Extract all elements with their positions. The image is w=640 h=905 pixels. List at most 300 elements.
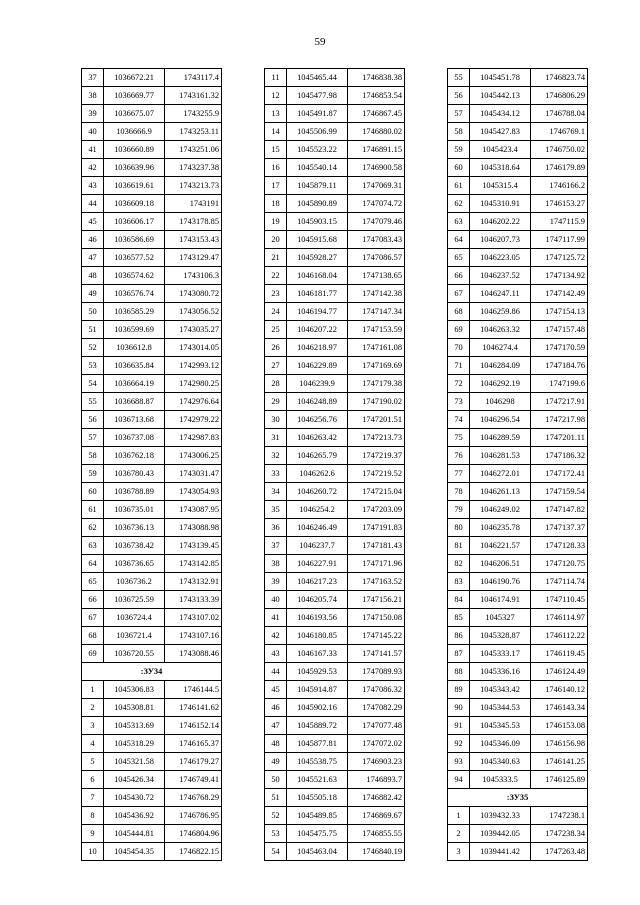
coord-y: 1747201.51 bbox=[348, 411, 405, 429]
coord-x: 1046205.74 bbox=[287, 591, 348, 609]
table-row bbox=[448, 411, 588, 429]
section-label: :ЗУ34 bbox=[82, 663, 222, 681]
coord-y: 1743106.3 bbox=[165, 267, 222, 285]
point-number: 46 bbox=[265, 699, 287, 717]
point-number: 64 bbox=[448, 231, 470, 249]
coord-y: 1747156.21 bbox=[348, 591, 405, 609]
coord-x: 1036664.19 bbox=[104, 375, 165, 393]
coord-x: 1046272.01 bbox=[470, 465, 531, 483]
table-row bbox=[82, 177, 222, 195]
coord-x: 1036619.61 bbox=[104, 177, 165, 195]
coord-x: 1045344.53 bbox=[470, 699, 531, 717]
table-row bbox=[448, 609, 588, 627]
coord-y: 1742976.64 bbox=[165, 393, 222, 411]
coord-x: 1046281.53 bbox=[470, 447, 531, 465]
coord-x: 1046193.56 bbox=[287, 609, 348, 627]
coord-x: 1045506.99 bbox=[287, 123, 348, 141]
coord-x: 1045426.34 bbox=[104, 771, 165, 789]
coord-y: 1746806.29 bbox=[531, 87, 588, 105]
point-number: 72 bbox=[448, 375, 470, 393]
table-row bbox=[265, 663, 405, 681]
table-row bbox=[265, 825, 405, 843]
point-number: 77 bbox=[448, 465, 470, 483]
table-row bbox=[82, 411, 222, 429]
coord-x: 1036606.17 bbox=[104, 213, 165, 231]
point-number: 60 bbox=[448, 159, 470, 177]
coord-y: 1747181.43 bbox=[348, 537, 405, 555]
coord-y: 1746152.14 bbox=[165, 717, 222, 735]
coord-y: 1747238.1 bbox=[531, 807, 588, 825]
point-number: 69 bbox=[448, 321, 470, 339]
coord-y: 1747069.31 bbox=[348, 177, 405, 195]
coord-y: 1747217.98 bbox=[531, 411, 588, 429]
point-number: 50 bbox=[265, 771, 287, 789]
coord-x: 1046202.22 bbox=[470, 213, 531, 231]
table-row bbox=[82, 573, 222, 591]
coord-y: 1746119.45 bbox=[531, 645, 588, 663]
coord-x: 1045442.13 bbox=[470, 87, 531, 105]
point-number: 38 bbox=[265, 555, 287, 573]
point-number: 3 bbox=[82, 717, 104, 735]
coord-x: 1046237.7 bbox=[287, 537, 348, 555]
coord-y: 1746867.45 bbox=[348, 105, 405, 123]
table-row bbox=[448, 357, 588, 375]
point-number: 39 bbox=[265, 573, 287, 591]
point-number: 1 bbox=[82, 681, 104, 699]
table-row bbox=[82, 501, 222, 519]
point-number: 83 bbox=[448, 573, 470, 591]
coord-x: 1045427.83 bbox=[470, 123, 531, 141]
point-number: 5 bbox=[82, 753, 104, 771]
table-row bbox=[448, 141, 588, 159]
table-row bbox=[448, 429, 588, 447]
coord-x: 1036736.65 bbox=[104, 555, 165, 573]
table-row bbox=[265, 285, 405, 303]
coord-y: 1747145.22 bbox=[348, 627, 405, 645]
point-number: 44 bbox=[265, 663, 287, 681]
point-number: 41 bbox=[82, 141, 104, 159]
coord-x: 1036688.87 bbox=[104, 393, 165, 411]
coord-x: 1046298 bbox=[470, 393, 531, 411]
coord-y: 1746788.04 bbox=[531, 105, 588, 123]
coord-y: 1747184.76 bbox=[531, 357, 588, 375]
point-number: 4 bbox=[82, 735, 104, 753]
table-row bbox=[82, 429, 222, 447]
table-row bbox=[82, 753, 222, 771]
coord-y: 1746156.98 bbox=[531, 735, 588, 753]
point-number: 91 bbox=[448, 717, 470, 735]
coord-y: 1743087.95 bbox=[165, 501, 222, 519]
table-row bbox=[82, 717, 222, 735]
coord-y: 1746900.58 bbox=[348, 159, 405, 177]
coord-x: 1046254.2 bbox=[287, 501, 348, 519]
point-number: 29 bbox=[265, 393, 287, 411]
coord-y: 1747163.52 bbox=[348, 573, 405, 591]
table-row bbox=[448, 555, 588, 573]
coord-y: 1746179.27 bbox=[165, 753, 222, 771]
point-number: 24 bbox=[265, 303, 287, 321]
coord-x: 1045491.87 bbox=[287, 105, 348, 123]
coord-x: 1045489.85 bbox=[287, 807, 348, 825]
coord-x: 1036736.2 bbox=[104, 573, 165, 591]
table-row bbox=[448, 105, 588, 123]
coord-y: 1743107.02 bbox=[165, 609, 222, 627]
coord-y: 1747263.48 bbox=[531, 843, 588, 861]
point-number: 76 bbox=[448, 447, 470, 465]
point-number: 52 bbox=[82, 339, 104, 357]
table-row bbox=[448, 213, 588, 231]
table-row bbox=[448, 195, 588, 213]
point-number: 8 bbox=[82, 807, 104, 825]
coord-y: 1743253.11 bbox=[165, 123, 222, 141]
coord-x: 1045313.69 bbox=[104, 717, 165, 735]
coord-y: 1743132.91 bbox=[165, 573, 222, 591]
coord-y: 1746853.54 bbox=[348, 87, 405, 105]
table-row bbox=[265, 555, 405, 573]
point-number: 60 bbox=[82, 483, 104, 501]
table-row bbox=[448, 843, 588, 861]
coord-x: 1036612.8 bbox=[104, 339, 165, 357]
coord-x: 1045336.16 bbox=[470, 663, 531, 681]
table-row bbox=[82, 825, 222, 843]
coord-x: 1046207.73 bbox=[470, 231, 531, 249]
coord-y: 1747079.46 bbox=[348, 213, 405, 231]
point-number: 87 bbox=[448, 645, 470, 663]
point-number: 85 bbox=[448, 609, 470, 627]
point-number: 33 bbox=[265, 465, 287, 483]
point-number: 66 bbox=[448, 267, 470, 285]
coord-y: 1746749.41 bbox=[165, 771, 222, 789]
table-row bbox=[82, 771, 222, 789]
coord-y: 1747086.32 bbox=[348, 681, 405, 699]
coord-x: 1045340.63 bbox=[470, 753, 531, 771]
point-number: 37 bbox=[265, 537, 287, 555]
coord-y: 1747142.38 bbox=[348, 285, 405, 303]
coord-y: 1747150.08 bbox=[348, 609, 405, 627]
coord-y: 1743107.16 bbox=[165, 627, 222, 645]
table-row bbox=[82, 789, 222, 807]
coord-x: 1036725.59 bbox=[104, 591, 165, 609]
point-number: 34 bbox=[265, 483, 287, 501]
coord-y: 1747157.48 bbox=[531, 321, 588, 339]
table-row bbox=[265, 807, 405, 825]
point-number: 12 bbox=[265, 87, 287, 105]
table-row bbox=[265, 735, 405, 753]
table-row bbox=[265, 321, 405, 339]
coord-y: 1747128.33 bbox=[531, 537, 588, 555]
coord-x: 1036574.62 bbox=[104, 267, 165, 285]
point-number: 47 bbox=[82, 249, 104, 267]
table-row bbox=[265, 519, 405, 537]
coord-y: 1743191 bbox=[165, 195, 222, 213]
table-row bbox=[265, 591, 405, 609]
coord-x: 1046218.97 bbox=[287, 339, 348, 357]
coord-y: 1746140.12 bbox=[531, 681, 588, 699]
point-number: 2 bbox=[448, 825, 470, 843]
coordinates-table-right bbox=[447, 68, 588, 861]
coord-y: 1746838.38 bbox=[348, 69, 405, 87]
point-number: 32 bbox=[265, 447, 287, 465]
point-number: 49 bbox=[82, 285, 104, 303]
coord-y: 1746786.95 bbox=[165, 807, 222, 825]
coord-y: 1743088.98 bbox=[165, 519, 222, 537]
coord-x: 1045327 bbox=[470, 609, 531, 627]
coord-y: 1747171.96 bbox=[348, 555, 405, 573]
table-row bbox=[448, 825, 588, 843]
table-row bbox=[448, 393, 588, 411]
coord-y: 1747089.93 bbox=[348, 663, 405, 681]
table-row bbox=[82, 483, 222, 501]
table-row bbox=[448, 699, 588, 717]
coord-y: 1746822.15 bbox=[165, 843, 222, 861]
coord-x: 1046259.86 bbox=[470, 303, 531, 321]
coord-y: 1746112.22 bbox=[531, 627, 588, 645]
coord-x: 1045889.72 bbox=[287, 717, 348, 735]
coord-x: 1046235.78 bbox=[470, 519, 531, 537]
coord-y: 1746179.89 bbox=[531, 159, 588, 177]
coord-y: 1742987.83 bbox=[165, 429, 222, 447]
table-row bbox=[265, 573, 405, 591]
point-number: 62 bbox=[82, 519, 104, 537]
point-number: 79 bbox=[448, 501, 470, 519]
table-row bbox=[448, 447, 588, 465]
coord-y: 1747217.91 bbox=[531, 393, 588, 411]
coord-x: 1046217.23 bbox=[287, 573, 348, 591]
point-number: 56 bbox=[82, 411, 104, 429]
coord-x: 1045877.81 bbox=[287, 735, 348, 753]
coord-y: 1747077.48 bbox=[348, 717, 405, 735]
table-row bbox=[265, 249, 405, 267]
point-number: 68 bbox=[82, 627, 104, 645]
coord-x: 1036720.55 bbox=[104, 645, 165, 663]
coord-x: 1045315.4 bbox=[470, 177, 531, 195]
coord-x: 1036672.21 bbox=[104, 69, 165, 87]
coord-x: 1045328.87 bbox=[470, 627, 531, 645]
point-number: 18 bbox=[265, 195, 287, 213]
table-row bbox=[265, 303, 405, 321]
point-number: 42 bbox=[82, 159, 104, 177]
point-number: 2 bbox=[82, 699, 104, 717]
coord-y: 1747072.02 bbox=[348, 735, 405, 753]
coord-x: 1036586.69 bbox=[104, 231, 165, 249]
coord-y: 1743080.72 bbox=[165, 285, 222, 303]
point-number: 47 bbox=[265, 717, 287, 735]
table-row bbox=[448, 231, 588, 249]
coord-y: 1742980.25 bbox=[165, 375, 222, 393]
table-row bbox=[82, 249, 222, 267]
point-number: 16 bbox=[265, 159, 287, 177]
coord-y: 1747169.69 bbox=[348, 357, 405, 375]
table-row bbox=[265, 231, 405, 249]
coord-x: 1036675.07 bbox=[104, 105, 165, 123]
coord-y: 1747199.6 bbox=[531, 375, 588, 393]
coord-y: 1747191.83 bbox=[348, 519, 405, 537]
coord-x: 1046262.6 bbox=[287, 465, 348, 483]
point-number: 15 bbox=[265, 141, 287, 159]
table-row bbox=[82, 267, 222, 285]
coord-y: 1747147.82 bbox=[531, 501, 588, 519]
coord-y: 1746903.23 bbox=[348, 753, 405, 771]
point-number: 53 bbox=[265, 825, 287, 843]
coord-x: 1036737.08 bbox=[104, 429, 165, 447]
point-number: 74 bbox=[448, 411, 470, 429]
table-row bbox=[265, 537, 405, 555]
table-row bbox=[265, 267, 405, 285]
table-row bbox=[265, 177, 405, 195]
point-number: 54 bbox=[82, 375, 104, 393]
table-row bbox=[265, 393, 405, 411]
point-number: 25 bbox=[265, 321, 287, 339]
coord-x: 1036738.42 bbox=[104, 537, 165, 555]
table-row bbox=[265, 195, 405, 213]
coord-y: 1743035.27 bbox=[165, 321, 222, 339]
table-row bbox=[82, 339, 222, 357]
coord-x: 1036669.77 bbox=[104, 87, 165, 105]
table-row bbox=[265, 105, 405, 123]
point-number: 50 bbox=[82, 303, 104, 321]
coord-x: 1045436.92 bbox=[104, 807, 165, 825]
coord-y: 1746153.08 bbox=[531, 717, 588, 735]
point-number: 58 bbox=[82, 447, 104, 465]
coord-x: 1046261.13 bbox=[470, 483, 531, 501]
coord-y: 1743006.25 bbox=[165, 447, 222, 465]
point-number: 38 bbox=[82, 87, 104, 105]
coord-y: 1743031.47 bbox=[165, 465, 222, 483]
coord-x: 1045434.12 bbox=[470, 105, 531, 123]
coord-x: 1045345.53 bbox=[470, 717, 531, 735]
coord-x: 1046239.9 bbox=[287, 375, 348, 393]
section-header-row bbox=[448, 789, 588, 807]
point-number: 58 bbox=[448, 123, 470, 141]
table-row bbox=[82, 591, 222, 609]
coord-x: 1045430.72 bbox=[104, 789, 165, 807]
coord-y: 1747114.74 bbox=[531, 573, 588, 591]
coord-x: 1046227.91 bbox=[287, 555, 348, 573]
table-row bbox=[448, 753, 588, 771]
coord-x: 1045928.27 bbox=[287, 249, 348, 267]
coord-x: 1045475.75 bbox=[287, 825, 348, 843]
coord-x: 1046206.51 bbox=[470, 555, 531, 573]
coord-x: 1045454.35 bbox=[104, 843, 165, 861]
table-row bbox=[448, 249, 588, 267]
table-row bbox=[265, 753, 405, 771]
coord-y: 1746141.62 bbox=[165, 699, 222, 717]
table-row bbox=[82, 141, 222, 159]
coord-x: 1045321.58 bbox=[104, 753, 165, 771]
point-number: 78 bbox=[448, 483, 470, 501]
coord-y: 1746750.02 bbox=[531, 141, 588, 159]
table-row bbox=[448, 321, 588, 339]
table-row bbox=[265, 843, 405, 861]
table-row bbox=[448, 375, 588, 393]
point-number: 70 bbox=[448, 339, 470, 357]
coord-x: 1045890.89 bbox=[287, 195, 348, 213]
coord-y: 1743213.73 bbox=[165, 177, 222, 195]
coord-y: 1747154.13 bbox=[531, 303, 588, 321]
point-number: 37 bbox=[82, 69, 104, 87]
point-number: 93 bbox=[448, 753, 470, 771]
table-row bbox=[82, 321, 222, 339]
table-row bbox=[82, 807, 222, 825]
coord-y: 1746166.2 bbox=[531, 177, 588, 195]
coord-y: 1743133.39 bbox=[165, 591, 222, 609]
coord-x: 1036762.18 bbox=[104, 447, 165, 465]
coord-x: 1045308.81 bbox=[104, 699, 165, 717]
coord-x: 1036736.13 bbox=[104, 519, 165, 537]
point-number: 61 bbox=[448, 177, 470, 195]
coord-x: 1046248.89 bbox=[287, 393, 348, 411]
coord-y: 1746144.5 bbox=[165, 681, 222, 699]
coord-y: 1743054.93 bbox=[165, 483, 222, 501]
table-row bbox=[448, 717, 588, 735]
table-row bbox=[82, 195, 222, 213]
coord-y: 1746114.97 bbox=[531, 609, 588, 627]
table-row bbox=[82, 645, 222, 663]
table-row bbox=[82, 87, 222, 105]
point-number: 10 bbox=[82, 843, 104, 861]
table-row bbox=[82, 105, 222, 123]
coord-x: 1046194.77 bbox=[287, 303, 348, 321]
table-row bbox=[448, 267, 588, 285]
point-number: 81 bbox=[448, 537, 470, 555]
table-row bbox=[265, 609, 405, 627]
coord-y: 1743255.9 bbox=[165, 105, 222, 123]
section-label: :ЗУ35 bbox=[448, 789, 588, 807]
point-number: 41 bbox=[265, 609, 287, 627]
point-number: 62 bbox=[448, 195, 470, 213]
point-number: 7 bbox=[82, 789, 104, 807]
coord-x: 1036635.84 bbox=[104, 357, 165, 375]
coord-y: 1747219.37 bbox=[348, 447, 405, 465]
coord-x: 1036599.69 bbox=[104, 321, 165, 339]
coord-x: 1045523.22 bbox=[287, 141, 348, 159]
table-row bbox=[448, 159, 588, 177]
coord-y: 1746153.27 bbox=[531, 195, 588, 213]
point-number: 9 bbox=[82, 825, 104, 843]
point-number: 17 bbox=[265, 177, 287, 195]
coord-x: 1045423.4 bbox=[470, 141, 531, 159]
point-number: 45 bbox=[265, 681, 287, 699]
coord-y: 1743161.32 bbox=[165, 87, 222, 105]
point-number: 65 bbox=[448, 249, 470, 267]
section-header-row bbox=[82, 663, 222, 681]
table-row bbox=[448, 591, 588, 609]
point-number: 63 bbox=[82, 537, 104, 555]
coord-x: 1045929.53 bbox=[287, 663, 348, 681]
table-row bbox=[265, 141, 405, 159]
table-row bbox=[265, 69, 405, 87]
point-number: 31 bbox=[265, 429, 287, 447]
coord-y: 1747138.65 bbox=[348, 267, 405, 285]
coord-y: 1747082.29 bbox=[348, 699, 405, 717]
table-row bbox=[265, 681, 405, 699]
coord-x: 1046260.72 bbox=[287, 483, 348, 501]
table-row bbox=[265, 699, 405, 717]
coord-y: 1747170.59 bbox=[531, 339, 588, 357]
point-number: 66 bbox=[82, 591, 104, 609]
coord-x: 1046190.76 bbox=[470, 573, 531, 591]
table-row bbox=[448, 627, 588, 645]
table-row bbox=[448, 285, 588, 303]
coord-x: 1036576.74 bbox=[104, 285, 165, 303]
table-row bbox=[448, 807, 588, 825]
table-row bbox=[82, 735, 222, 753]
coord-x: 1046296.54 bbox=[470, 411, 531, 429]
coord-x: 1045463.04 bbox=[287, 843, 348, 861]
coord-y: 1747203.09 bbox=[348, 501, 405, 519]
point-number: 59 bbox=[448, 141, 470, 159]
table-row bbox=[265, 87, 405, 105]
